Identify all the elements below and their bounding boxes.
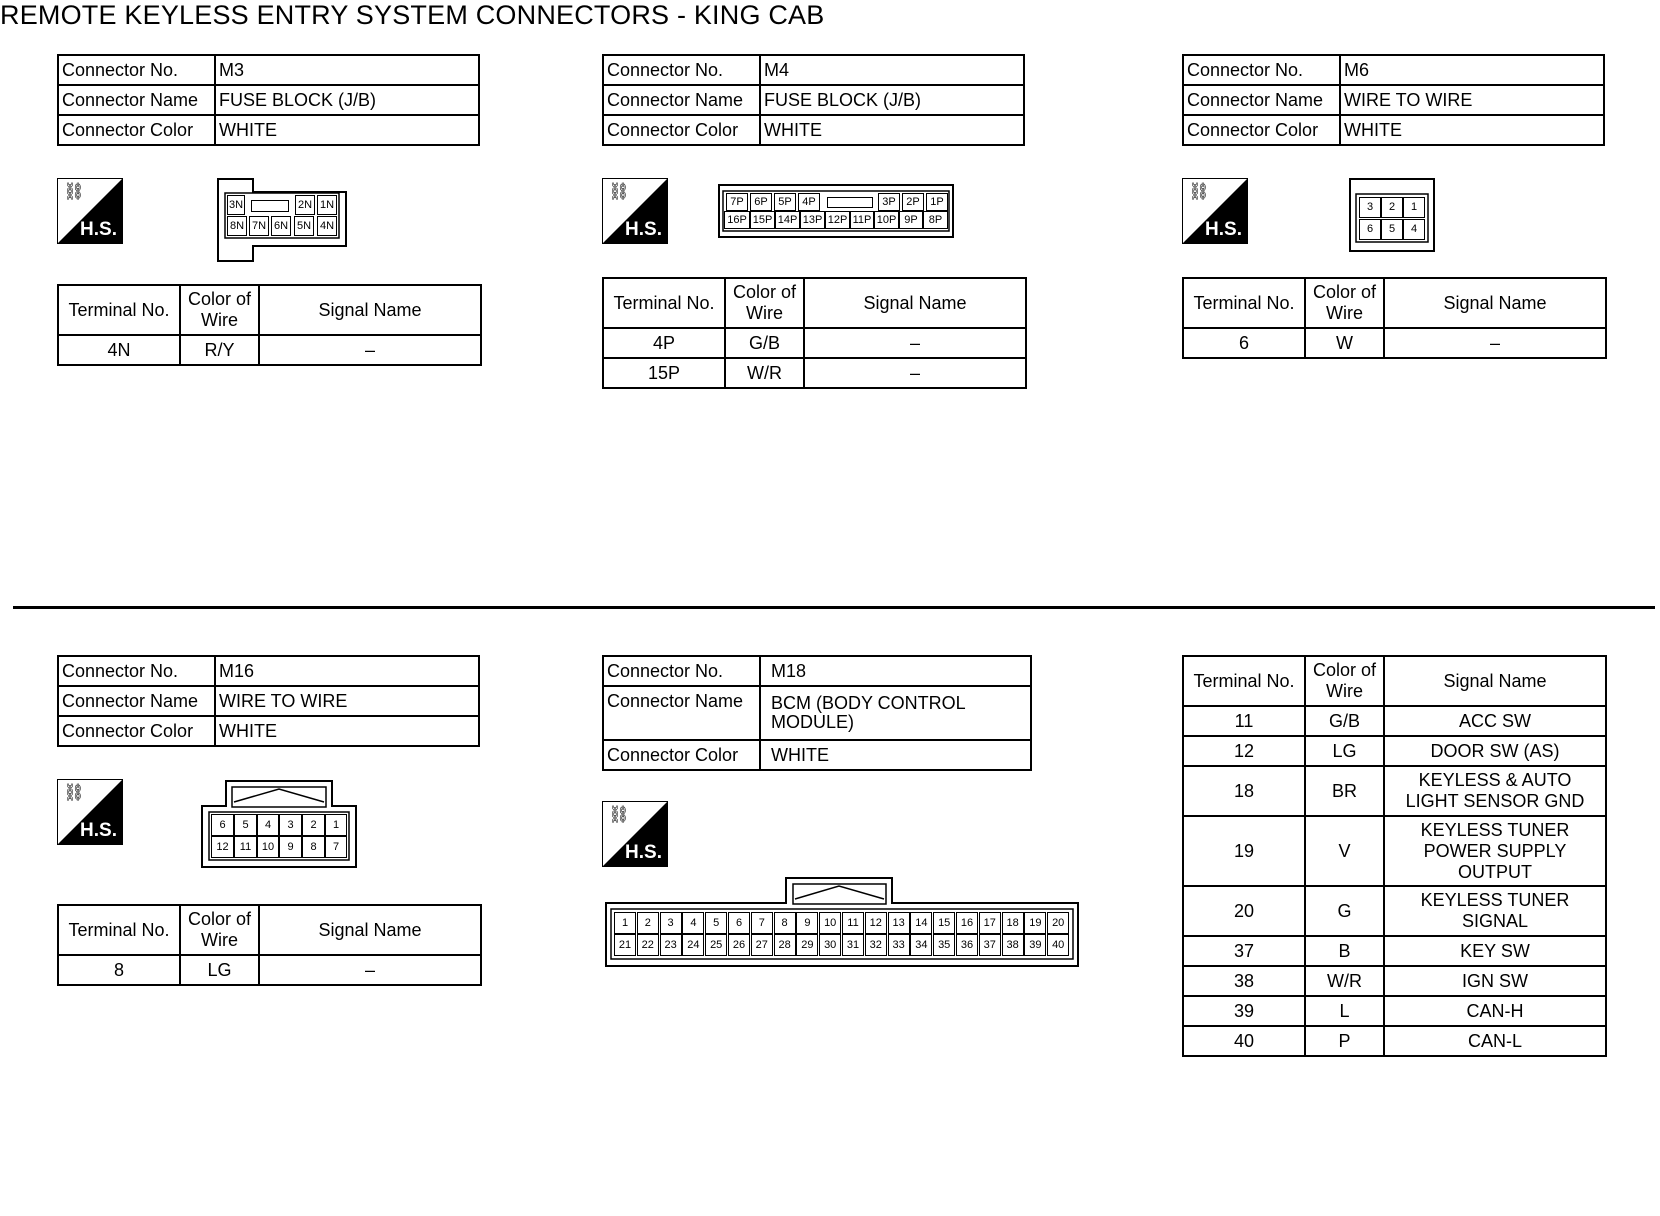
pin: 28	[774, 934, 796, 956]
table-row: 38 W/R IGN SW	[1183, 966, 1606, 996]
header-color-of-wire: Color of Wire	[725, 278, 804, 328]
label-connector-no: Connector No.	[58, 55, 215, 85]
header-signal-name: Signal Name	[259, 285, 481, 335]
header-color-of-wire: Color of Wire	[180, 905, 259, 955]
table-row: 40 P CAN-L	[1183, 1026, 1606, 1056]
pin: 5P	[774, 193, 796, 211]
table-row: 4P G/B –	[603, 328, 1026, 358]
pin: 3	[660, 912, 682, 934]
connector-color-value: WHITE	[1340, 115, 1604, 145]
connector-m3-info	[57, 54, 480, 146]
header-signal-name: Signal Name	[259, 905, 481, 955]
pin: 4	[682, 912, 704, 934]
connector-symbol-icon: ⛓	[608, 182, 630, 201]
pin: 6	[1359, 219, 1381, 240]
hs-icon: ⛓ H.S.	[57, 178, 123, 244]
label-connector-color: Connector Color	[603, 740, 760, 770]
connector-symbol-icon: ⛓	[608, 805, 630, 824]
pin: 16	[956, 912, 978, 934]
header-terminal-no: Terminal No.	[58, 285, 180, 335]
pin: 2	[1381, 197, 1403, 218]
connector-name-value: FUSE BLOCK (J/B)	[760, 85, 1024, 115]
pin: 9P	[899, 211, 923, 229]
pin: 33	[888, 934, 910, 956]
label-connector-name: Connector Name	[1183, 85, 1340, 115]
pin: 12	[211, 836, 234, 858]
pin: 37	[979, 934, 1001, 956]
connector-color-value: WHITE	[215, 716, 479, 746]
connector-no-value: M18	[760, 656, 1031, 686]
connector-m3-face	[217, 178, 347, 262]
pin-slot	[827, 197, 873, 208]
pin: 15P	[750, 211, 775, 229]
connector-color-value: WHITE	[215, 115, 479, 145]
connector-no-value: M6	[1340, 55, 1604, 85]
pin: 26	[728, 934, 750, 956]
pin: 19	[1024, 912, 1046, 934]
pin: 3P	[878, 193, 900, 211]
pin: 17	[979, 912, 1001, 934]
connector-m6-terminals	[1182, 277, 1607, 359]
pin: 7P	[726, 193, 748, 211]
connector-name-value: WIRE TO WIRE	[1340, 85, 1604, 115]
pin: 24	[682, 934, 704, 956]
connector-m16-face	[201, 780, 357, 868]
connector-no-value: M3	[215, 55, 479, 85]
pin: 1	[614, 912, 636, 934]
connector-no-value: M4	[760, 55, 1024, 85]
connector-m3-terminals	[57, 284, 482, 366]
pin: 5	[705, 912, 727, 934]
hs-icon: ⛓ H.S.	[602, 801, 668, 867]
table-row: 15P W/R –	[603, 358, 1026, 388]
label-connector-color: Connector Color	[58, 716, 215, 746]
pin: 7	[751, 912, 773, 934]
pin: 6N	[271, 216, 291, 236]
label-connector-color: Connector Color	[1183, 115, 1340, 145]
pin: 16P	[724, 211, 750, 229]
pin: 22	[637, 934, 659, 956]
pin: 14P	[775, 211, 800, 229]
label-connector-color: Connector Color	[603, 115, 760, 145]
pin: 9	[279, 836, 302, 858]
connector-name-value: BCM (BODY CONTROL MODULE)	[760, 686, 1031, 740]
pin: 39	[1024, 934, 1046, 956]
pin: 34	[910, 934, 932, 956]
pin: 3	[1359, 197, 1381, 218]
table-row: 8 LG –	[58, 955, 481, 985]
connector-color-value: WHITE	[760, 115, 1024, 145]
connector-symbol-icon: ⛓	[63, 783, 85, 802]
pin: 11	[234, 836, 257, 858]
connector-symbol-icon: ⛓	[1188, 182, 1210, 201]
table-row: 6 W –	[1183, 328, 1606, 358]
pin: 7N	[249, 216, 269, 236]
pin: 2N	[295, 195, 315, 215]
connector-m18-info	[602, 655, 1032, 771]
table-row: 4N R/Y –	[58, 335, 481, 365]
pin: 6	[728, 912, 750, 934]
pin-slot	[251, 200, 289, 212]
pin: 2P	[902, 193, 924, 211]
header-terminal-no: Terminal No.	[1183, 278, 1305, 328]
pin: 38	[1002, 934, 1024, 956]
pin: 6P	[750, 193, 772, 211]
table-row: 12 LG DOOR SW (AS)	[1183, 736, 1606, 766]
pin: 12P	[825, 211, 850, 229]
connector-m4-face	[718, 184, 954, 238]
pin: 8	[302, 836, 325, 858]
header-color-of-wire: Color of Wire	[1305, 656, 1384, 706]
label-connector-name: Connector Name	[58, 686, 215, 716]
header-signal-name: Signal Name	[1384, 278, 1606, 328]
connector-name-value: FUSE BLOCK (J/B)	[215, 85, 479, 115]
connector-m4-terminals	[602, 277, 1027, 389]
pin: 3	[279, 814, 302, 836]
pin: 10	[257, 836, 279, 858]
pin: 5	[1381, 219, 1403, 240]
connector-m16-info	[57, 655, 480, 747]
pin: 9	[796, 912, 818, 934]
pin: 30	[819, 934, 841, 956]
pin: 25	[705, 934, 727, 956]
pin: 2	[637, 912, 659, 934]
pin: 10	[819, 912, 841, 934]
pin: 18	[1002, 912, 1024, 934]
table-row: 20 G KEYLESS TUNER SIGNAL	[1183, 886, 1606, 936]
page-title: REMOTE KEYLESS ENTRY SYSTEM CONNECTORS - KING CAB	[0, 0, 825, 30]
pin: 4N	[317, 216, 337, 236]
pin: 8	[774, 912, 796, 934]
header-signal-name: Signal Name	[1384, 656, 1606, 706]
pin: 8P	[923, 211, 948, 229]
pin: 36	[956, 934, 978, 956]
pin: 5	[234, 814, 257, 836]
label-connector-name: Connector Name	[603, 85, 760, 115]
hs-icon: ⛓ H.S.	[602, 178, 668, 244]
header-terminal-no: Terminal No.	[58, 905, 180, 955]
pin: 1N	[317, 195, 337, 215]
table-row: 18 BR KEYLESS & AUTO LIGHT SENSOR GND	[1183, 766, 1606, 816]
connector-m6-face	[1349, 178, 1435, 252]
header-color-of-wire: Color of Wire	[1305, 278, 1384, 328]
pin: 5N	[294, 216, 314, 236]
label-connector-no: Connector No.	[603, 656, 760, 686]
pin: 15	[933, 912, 955, 934]
table-row: 19 V KEYLESS TUNER POWER SUPPLY OUTPUT	[1183, 816, 1606, 886]
pin: 6	[211, 814, 234, 836]
label-connector-no: Connector No.	[58, 656, 215, 686]
connector-name-value: WIRE TO WIRE	[215, 686, 479, 716]
pin: 1	[325, 814, 347, 836]
pin: 11P	[850, 211, 874, 229]
label-connector-color: Connector Color	[58, 115, 215, 145]
connector-color-value: WHITE	[760, 740, 1031, 770]
pin: 2	[302, 814, 325, 836]
pin: 32	[865, 934, 887, 956]
connector-m6-info	[1182, 54, 1605, 146]
pin: 23	[660, 934, 682, 956]
pin: 4P	[798, 193, 820, 211]
pin: 12	[865, 912, 887, 934]
header-signal-name: Signal Name	[804, 278, 1026, 328]
pin: 21	[614, 934, 636, 956]
pin: 1P	[926, 193, 948, 211]
pin: 1	[1403, 197, 1425, 218]
pin: 4	[1403, 219, 1425, 240]
label-connector-name: Connector Name	[58, 85, 215, 115]
label-connector-no: Connector No.	[603, 55, 760, 85]
pin: 27	[751, 934, 773, 956]
connector-symbol-icon: ⛓	[63, 182, 85, 201]
pin: 14	[910, 912, 932, 934]
pin: 13P	[800, 211, 825, 229]
pin: 13	[888, 912, 910, 934]
hs-icon: ⛓ H.S.	[57, 779, 123, 845]
pin: 40	[1047, 934, 1069, 956]
pin: 3N	[227, 195, 245, 215]
section-divider	[13, 606, 1655, 609]
connector-no-value: M16	[215, 656, 479, 686]
pin: 20	[1047, 912, 1069, 934]
label-connector-no: Connector No.	[1183, 55, 1340, 85]
header-terminal-no: Terminal No.	[603, 278, 725, 328]
header-terminal-no: Terminal No.	[1183, 656, 1305, 706]
pin: 8N	[227, 216, 247, 236]
pin: 10P	[874, 211, 899, 229]
pin: 31	[842, 934, 864, 956]
label-connector-name: Connector Name	[603, 686, 760, 740]
pin: 4	[257, 814, 279, 836]
pin: 11	[842, 912, 864, 934]
pin: 35	[933, 934, 955, 956]
connector-m18-terminals	[1182, 655, 1607, 1057]
table-row: 39 L CAN-H	[1183, 996, 1606, 1026]
pin: 29	[796, 934, 818, 956]
connector-m4-info	[602, 54, 1025, 146]
connector-m16-terminals	[57, 904, 482, 986]
table-row: 11 G/B ACC SW	[1183, 706, 1606, 736]
header-color-of-wire: Color of Wire	[180, 285, 259, 335]
pin: 7	[325, 836, 347, 858]
table-row: 37 B KEY SW	[1183, 936, 1606, 966]
connector-m18-face	[605, 877, 1079, 967]
hs-icon: ⛓ H.S.	[1182, 178, 1248, 244]
